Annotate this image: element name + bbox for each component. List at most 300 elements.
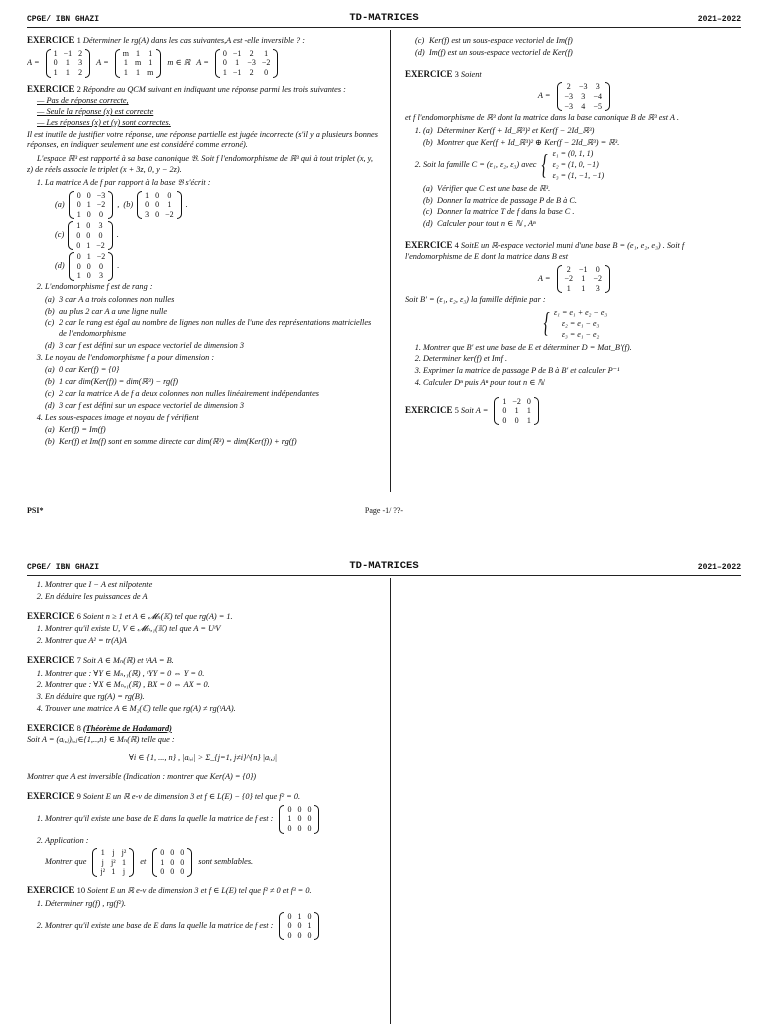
matrix-right-paren <box>605 265 610 294</box>
matrix-row-cells <box>74 252 109 262</box>
matrix-cell: j <box>122 867 126 877</box>
list-item: 1. Montrer qu'il existe U, V ∈ 𝓜ₙ,₁(𝕂) tel que A = UᵗV <box>45 624 379 635</box>
header-year: 2021–2022 <box>697 563 741 572</box>
matrix-cell: 0 <box>86 190 91 200</box>
matrix-row-cells <box>220 49 274 59</box>
matrix <box>137 191 182 220</box>
exercise-text: Soient E un ℝ e-v de dimension 3 et f ∈ L(E) tel que f² ≠ 0 et f³ = 0. <box>87 886 312 896</box>
matrix-right-paren <box>108 252 113 281</box>
matrix-cell: 1 <box>160 857 165 867</box>
list-item <box>45 912 379 941</box>
footer-page: Page -1/ ??- <box>364 506 404 515</box>
question-text: sont semblables. <box>198 857 254 867</box>
matrix-cell: 0 <box>297 823 302 833</box>
exercise-text: Déterminer le rg(A) dans les cas suivantes,A est -elle inversible ? : <box>82 36 306 45</box>
matrix-cell: 1 <box>145 190 150 200</box>
matrix-cell: 1 <box>581 274 586 284</box>
exercise-text: Soient E un ℝ e-v de dimension 3 et f ∈ L(E) − {0} tel que f² = 0. <box>82 791 301 801</box>
list-item: — Seule la réponse (x) est correcte <box>37 107 379 118</box>
matrix-right-paren <box>273 49 278 78</box>
question-list <box>27 669 379 715</box>
matrix-grid <box>562 82 606 111</box>
option-row: (d) 0 1 −2 0 0 0 1 0 3 . <box>55 252 120 281</box>
matrix-cell: −3 <box>564 91 574 101</box>
question-list <box>27 580 379 603</box>
matrix-cell: 1 <box>111 867 116 877</box>
exercise-label: EXERCICE <box>27 790 75 801</box>
matrix-cell: 0 <box>514 415 519 425</box>
question-text: 2. Soit la famille C = (ε₁, ε₂, ε₃) avec <box>423 160 537 170</box>
matrix-cell: 1 <box>136 67 141 77</box>
list-item: (a) 0 car Ker(f) = {0} <box>59 365 379 376</box>
question-text: Les sous-espaces image et noyau de f vérifient <box>45 412 199 422</box>
list-item <box>423 126 743 149</box>
list-item: (b) Ker(f) et Im(f) sont en somme directe car dim(ℝ³) = dim(Ker(f)) + rg(f) <box>59 437 379 448</box>
matrix-row-cells <box>562 92 606 102</box>
column-divider <box>390 578 391 1024</box>
matrix-cell: 0 <box>86 271 91 281</box>
matrix-cell: 1 <box>100 848 105 858</box>
matrix-grid <box>220 49 274 78</box>
matrix-cell: 1 <box>167 200 172 210</box>
matrix <box>46 49 91 78</box>
matrix-cell: 1 <box>65 67 70 77</box>
matrix-cell: 0 <box>526 396 531 406</box>
matrix-row-cells <box>284 814 314 824</box>
matrix-cell: 0 <box>170 848 175 858</box>
exercise-number: 3 <box>454 68 459 79</box>
matrix-cell: j² <box>111 857 116 867</box>
list-item: (a) Vérifier que C est une base de ℝ³. <box>437 184 743 195</box>
exercise-number: 5 <box>454 405 459 416</box>
matrix-right-paren <box>314 912 319 941</box>
matrix-cell: 1 <box>86 240 91 250</box>
matrix-cell: −2 <box>96 240 105 250</box>
list-item: (d) Calculer pour tout n ∈ ℕ , Aⁿ <box>437 219 743 230</box>
matrix-row-cells <box>142 200 177 210</box>
matrix-row-cells <box>97 848 129 858</box>
exercise-title: (Théorème de Hadamard) <box>82 723 172 733</box>
matrix-row-cells <box>73 241 108 251</box>
exercise-number: 10 <box>76 885 86 896</box>
matrix-cell: 2 <box>566 264 571 274</box>
list-item: (d) 3 car f est défini sur un espace vectoriel de dimension 3 <box>59 401 379 412</box>
exercise-2 <box>27 84 379 448</box>
list-item: (b) 1 car dim(Ker(f)) = dim(ℝ³) − rg(f) <box>59 377 379 388</box>
matrix-cell: 0 <box>155 190 160 200</box>
system-line: ε₃ = e₁ − e₂ <box>561 329 600 339</box>
matrix-cell: 0 <box>170 867 175 877</box>
left-column <box>27 35 379 495</box>
matrix-cell: 0 <box>98 261 103 271</box>
exercise-number: 1 <box>76 35 81 45</box>
matrix-row-cells <box>284 824 314 834</box>
matrix-row-cells <box>284 805 314 815</box>
matrix-cell: 0 <box>53 58 58 68</box>
matrix-cell: 0 <box>297 921 302 931</box>
matrix-right-paren <box>534 397 539 426</box>
matrix-cell: j² <box>100 867 106 877</box>
exercise-label: EXERCICE <box>27 35 75 45</box>
matrix-row-cells <box>51 49 86 59</box>
matrix <box>557 265 611 294</box>
matrix-row-cells <box>562 265 606 275</box>
matrix-cell: 0 <box>86 209 91 219</box>
matrix-cell: 2 <box>249 48 254 58</box>
matrix-row-cells <box>74 271 109 281</box>
question-list <box>27 805 379 877</box>
exercise-label: EXERCICE <box>27 83 75 94</box>
header-left: CPGE/ IBN GHAZI <box>27 15 100 24</box>
matrix-cell: 0 <box>222 48 227 58</box>
exercise-label: EXERCICE <box>405 68 453 79</box>
matrix-cell: −1 <box>63 48 73 58</box>
matrix-row: A = 2 −3 3 −3 3 −4 −3 4 −5 <box>405 82 743 111</box>
list-item <box>45 178 379 281</box>
list-item: (a) 3 car A a trois colonnes non nulles <box>59 295 379 306</box>
matrix-row-cells <box>220 58 274 68</box>
matrix-right-paren <box>108 191 113 220</box>
system-lines <box>553 149 604 181</box>
option-list <box>45 425 379 448</box>
matrix-row-cells <box>142 191 177 201</box>
exercise-text: Répondre au QCM suivant en indiquant une réponse parmi les trois suivantes : <box>82 84 346 94</box>
list-item: 4. Calculer Dⁿ puis Aⁿ pour tout n ∈ ℕ <box>423 378 743 389</box>
matrix-row-cells <box>97 858 129 868</box>
system-line: ε₁ = (0, 1, 1) <box>552 149 594 159</box>
matrix-cell: 0 <box>264 67 269 77</box>
matrix-grid <box>284 805 314 834</box>
matrix-cell: 1 <box>86 200 91 210</box>
matrix-row-cells <box>142 210 177 220</box>
matrix-cell: 0 <box>287 911 292 921</box>
matrix-cell: 0 <box>180 857 185 867</box>
exercise-label: EXERCICE <box>27 722 75 733</box>
matrix-grid <box>74 252 109 281</box>
qcm-note: Il est inutile de justifier votre réponse, une réponse partielle est jugée incorrecte (s'il y a plusieurs bonnes réponses, en indiquer seulement une est considéré comme erroné). <box>27 129 378 150</box>
matrix <box>152 848 192 877</box>
matrix-right-paren <box>129 848 134 877</box>
conjunction: et <box>140 857 147 867</box>
matrix-row-cells <box>157 858 187 868</box>
page-header <box>27 562 741 574</box>
matrix-row-cells <box>51 68 86 78</box>
matrix-cell: 0 <box>98 209 103 219</box>
question-text: Application : <box>45 835 89 845</box>
matrix-cell: 1 <box>264 48 269 58</box>
exercise-number: 2 <box>76 83 81 94</box>
matrix-row <box>45 848 379 877</box>
list-item: 3. En déduire que rg(A) = rg(B). <box>45 692 379 703</box>
matrix-cell: 1 <box>76 209 81 219</box>
matrix-cell: 3 <box>595 82 600 92</box>
list-item: 2. Montrer que A² = tr(A)A <box>45 636 379 647</box>
matrix-cell: 0 <box>180 848 185 858</box>
list-item: (c) Ker(f) est un sous-espace vectoriel de Im(f) <box>429 36 743 47</box>
matrix-row-cells <box>74 200 109 210</box>
matrix-cell: 1 <box>581 283 586 293</box>
matrix-cell: 0 <box>180 867 185 877</box>
matrix-cell: 0 <box>297 930 302 940</box>
matrix-cell: m <box>122 48 129 58</box>
list-item: 2. En déduire les puissances de A <box>45 592 379 603</box>
qcm-questions <box>27 178 379 448</box>
matrix-cell: 0 <box>170 857 175 867</box>
exercise-9 <box>27 791 379 877</box>
matrix-row-cells <box>220 68 274 78</box>
matrix-cell: 0 <box>155 200 160 210</box>
matrix-cell: 1 <box>76 221 81 231</box>
matrix-cell: 2 <box>249 67 254 77</box>
matrix-cell: m <box>147 67 154 77</box>
list-item: (d) 3 car f est défini sur un espace vectoriel de dimension 3 <box>59 341 379 352</box>
option-row: (c) 1 0 3 0 0 0 0 1 −2 . <box>55 221 119 250</box>
matrix-right-paren <box>605 82 610 111</box>
matrix-row-cells <box>73 221 108 231</box>
exercise-label: EXERCICE <box>405 405 453 416</box>
header-left: CPGE/ IBN GHAZI <box>27 563 100 572</box>
matrix-right-paren <box>156 49 161 78</box>
system-line: ε₁ = e₁ + e₂ − e₃ <box>554 308 608 318</box>
system-row <box>405 308 743 340</box>
question-text: L'endomorphisme f est de rang : <box>45 281 153 291</box>
matrix-cell: 1 <box>136 48 141 58</box>
matrix <box>69 191 114 220</box>
matrix-cell: 0 <box>155 209 160 219</box>
list-item: (c) 2 car la matrice A de f a deux colonnes non nulles linéairement indépendantes <box>59 389 379 400</box>
exercise-text: Soient n ≥ 1 et A ∈ 𝓜ₙ(𝕂) tel que rg(A) = 1. <box>82 611 233 621</box>
matrix-cell: 2 <box>78 48 83 58</box>
matrix-row-cells <box>562 102 606 112</box>
exercise-text: Soit A = (aᵢ,ⱼ)ᵢ,ⱼ∈{1,..,n} ∈ Mₙ(ℝ) telle que : <box>27 734 175 744</box>
matrix <box>494 397 539 426</box>
matrix-grid <box>97 848 129 877</box>
matrix-row-cells <box>499 397 534 407</box>
matrix-cell: 0 <box>160 867 165 877</box>
matrix-cell: 0 <box>76 252 81 262</box>
matrix-cell: m <box>134 58 142 68</box>
list-item: (b) Montrer que Ker(f + Id_ℝ³)² ⊕ Ker(f − 2Id_ℝ³) = ℝ³. <box>437 138 743 149</box>
matrix-cell: 3 <box>98 221 103 231</box>
option-list <box>45 365 379 411</box>
matrix-row-cells <box>74 262 109 272</box>
list-item <box>45 413 379 448</box>
system <box>541 308 607 340</box>
list-item: 1. Montrer que B′ est une base de E et déterminer D = Mat_B′(f). <box>423 343 743 354</box>
matrix-row-cells <box>157 848 187 858</box>
matrix-cell: 3 <box>78 58 83 68</box>
matrix-row-cells <box>562 284 606 294</box>
exercise-text: SoitE un ℝ-espace vectoriel muni d'une base B = (e₁, e₂, e₃) . Soit f l'endomorphisme de E dont la matrice dans B est <box>405 240 685 261</box>
footer-left: PSI* <box>27 506 44 515</box>
question-text: La matrice A de f par rapport à la base 𝔅 s'écrit : <box>45 177 211 187</box>
condition: m ∈ ℝ <box>167 57 191 67</box>
qcm-context: L'espace ℝ³ est rapporté à sa base canonique 𝔅. Soit f l'endomorphisme de ℝ³ qui à tout triplet (x, y, z) de réels associe le triplet (x + 3z, 0, y − 2z). <box>27 154 373 175</box>
option-list <box>405 36 743 59</box>
exercise-label: EXERCICE <box>27 885 75 896</box>
matrix-cell: 1 <box>123 67 128 77</box>
matrix-cell: 1 <box>121 857 126 867</box>
header-title: TD-MATRICES <box>349 560 419 572</box>
matrix-cell: −1 <box>579 264 588 274</box>
matrix-grid <box>562 265 606 294</box>
exercise-label: EXERCICE <box>405 239 453 250</box>
matrix-cell: 1 <box>526 406 531 416</box>
matrix-cell: 3 <box>595 283 600 293</box>
matrix-cell: 1 <box>148 48 153 58</box>
exercise-label: EXERCICE <box>27 610 75 621</box>
question-text: Montrer que <box>45 857 87 867</box>
matrix-row-cells <box>74 191 109 201</box>
matrix-cell: 1 <box>526 415 531 425</box>
matrix-row-cells <box>51 58 86 68</box>
list-item <box>423 149 743 230</box>
header-year: 2021–2022 <box>697 15 741 24</box>
matrix-cell: −2 <box>165 209 174 219</box>
matrix-row-cells <box>120 68 157 78</box>
matrix-row-cells <box>284 921 314 931</box>
matrix <box>279 912 319 941</box>
matrix-cell: j² <box>121 848 127 858</box>
matrix-cell: 0 <box>86 230 91 240</box>
matrix-cell: 3 <box>98 271 103 281</box>
matrix-cell: 1 <box>148 58 153 68</box>
system-line: ε₃ = (1, −1, −1) <box>552 171 605 181</box>
list-item <box>45 805 379 834</box>
matrix-row-cells <box>562 82 606 92</box>
matrix-cell: 4 <box>581 101 586 111</box>
matrix <box>92 848 134 877</box>
list-item: 1. Déterminer rg(f) , rg(f²). <box>45 899 379 910</box>
exercise-1 <box>27 35 379 78</box>
matrix-cell: 0 <box>76 190 81 200</box>
matrix-cell: 0 <box>287 930 292 940</box>
matrix-right-paren <box>85 49 90 78</box>
matrix-cell: 1 <box>222 67 227 77</box>
list-item <box>45 836 379 878</box>
exercise-number: 6 <box>76 610 81 621</box>
list-item: 1. Montrer que : ∀Y ∈ Mₙ,₁(ℝ) , ᵗYY = 0 ⇔ Y = 0. <box>45 669 379 680</box>
matrix-right-paren <box>108 221 113 250</box>
matrix-row-cells <box>74 210 109 220</box>
matrix-cell: −3 <box>579 82 588 92</box>
matrix-row <box>405 397 743 426</box>
matrix-cell: 1 <box>514 406 519 416</box>
matrix-cell: 3 <box>145 209 150 219</box>
system-lines <box>554 308 607 340</box>
matrix-cell: 0 <box>595 264 600 274</box>
matrix-cell: 0 <box>287 823 292 833</box>
matrix-grid <box>157 848 187 877</box>
list-item: (b) au plus 2 car A a une ligne nulle <box>59 307 379 318</box>
matrix-row <box>45 912 379 941</box>
matrix-grid <box>73 221 108 250</box>
matrix-cell: −1 <box>232 48 242 58</box>
brace: { <box>543 308 550 340</box>
exercise-text: Soient <box>460 69 482 79</box>
matrix-cell: 2 <box>78 67 83 77</box>
list-item: 2. Determiner ker(f) et Imf . <box>423 354 743 365</box>
header-rule <box>27 575 741 576</box>
exercise-6 <box>27 611 379 647</box>
left-column <box>27 579 379 1024</box>
matrix-cell: 1 <box>566 283 571 293</box>
list-item: — Les réponses (x) et (y) sont correctes. <box>37 118 379 129</box>
matrix-cell: 0 <box>287 921 292 931</box>
matrix-cell: 1 <box>502 396 507 406</box>
matrix-cell: j <box>112 848 115 858</box>
column-divider <box>390 30 391 492</box>
matrix-cell: 1 <box>65 58 70 68</box>
list-item: 1. Montrer que I − A est nilpotente <box>45 580 379 591</box>
list-item: (b) Donner la matrice de passage P de B à C. <box>437 196 743 207</box>
matrix-grid <box>51 49 86 78</box>
matrix <box>69 252 114 281</box>
option-list <box>423 184 743 230</box>
question-text: Le noyau de l'endomorphisme f a pour dimension : <box>45 352 215 362</box>
matrix-grid <box>120 49 157 78</box>
exercise-number: 9 <box>76 790 81 801</box>
matrix-cell: −1 <box>232 67 242 77</box>
matrix-row: A = 2 −1 0 −2 1 −2 1 1 3 <box>405 265 743 294</box>
matrix-right-paren <box>314 805 319 834</box>
matrix-row-cells <box>499 406 534 416</box>
matrix-cell: 3 <box>581 91 586 101</box>
matrix-cell: −3 <box>247 58 256 68</box>
matrix-cell: −3 <box>96 190 106 200</box>
option-list <box>45 295 379 352</box>
matrix-cell: 1 <box>53 67 58 77</box>
question-list <box>405 343 743 389</box>
matrix-cell: 0 <box>307 930 312 940</box>
matrix-row-cells <box>284 912 314 922</box>
matrix-cell: −2 <box>96 200 106 210</box>
system-line: ε₂ = e₁ − e₃ <box>561 318 600 328</box>
matrix-cell: −2 <box>96 252 106 262</box>
exercise-number: 7 <box>76 654 81 665</box>
matrix-cell: 0 <box>160 848 165 858</box>
matrix <box>215 49 279 78</box>
brace: { <box>541 149 549 181</box>
matrix-cell: 1 <box>76 271 81 281</box>
matrix-cell: 0 <box>287 804 292 814</box>
exercise-number: 8 <box>76 722 81 733</box>
header-title: TD-MATRICES <box>349 12 419 24</box>
option-list <box>423 126 743 149</box>
matrix-row-cells <box>562 274 606 284</box>
header-rule <box>27 27 741 28</box>
question-list <box>27 624 379 647</box>
system <box>539 149 604 181</box>
matrix-cell: −2 <box>512 396 521 406</box>
matrix-cell: 1 <box>307 921 312 931</box>
exercise-text: Soit A = <box>460 406 489 416</box>
matrix-cell: 1 <box>86 252 91 262</box>
qcm-choices <box>27 96 379 128</box>
exercise-number: 4 <box>454 239 459 250</box>
matrix-row-cells <box>97 867 129 877</box>
matrix-row <box>45 805 379 834</box>
matrix-cell: 0 <box>297 804 302 814</box>
matrix-cell: 0 <box>502 406 507 416</box>
exercise-5 <box>405 397 743 426</box>
list-item <box>45 282 379 352</box>
page-header <box>27 14 741 26</box>
matrix-cell: 0 <box>297 814 302 824</box>
exercise-8 <box>27 723 379 783</box>
matrix-grid <box>142 191 177 220</box>
list-item: 2. Montrer que : ∀X ∈ Mₙ,₁(ℝ) , BX = 0 ⇔ AX = 0. <box>45 680 379 691</box>
